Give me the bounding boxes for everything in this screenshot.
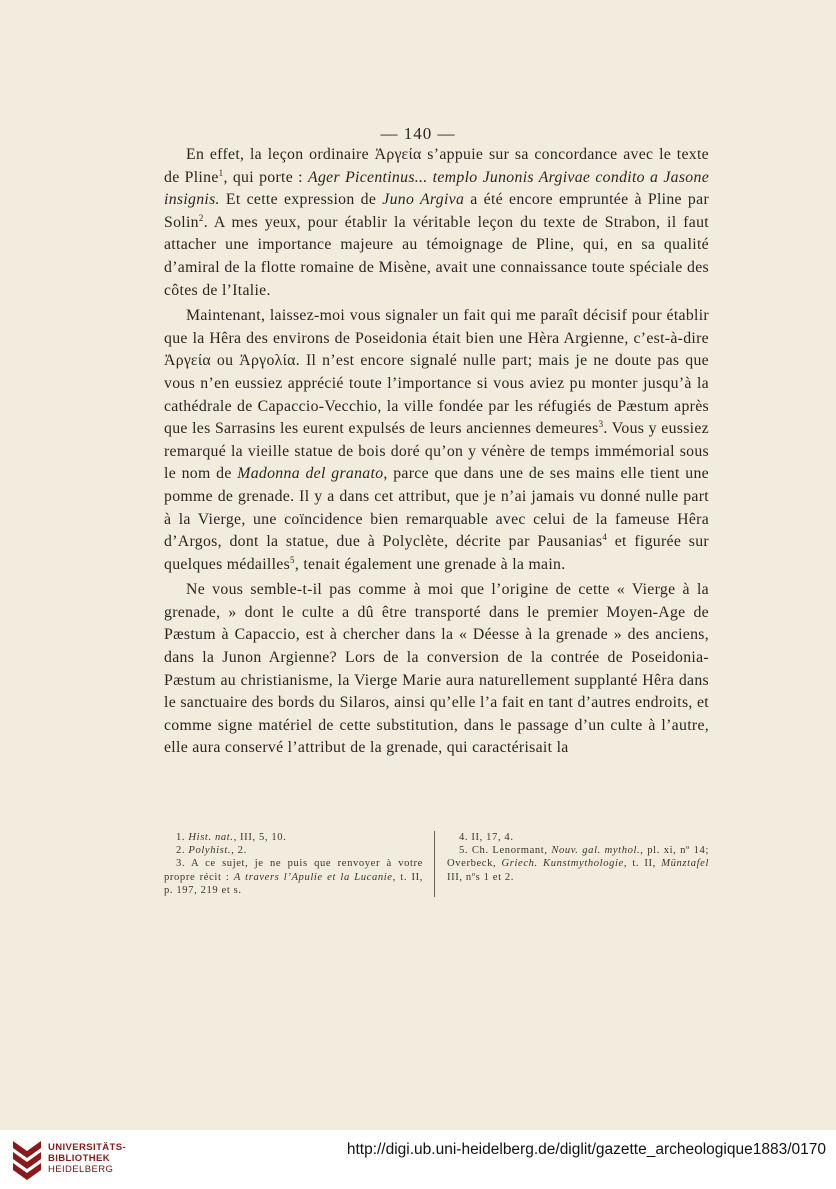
- footnote-2: 2. Polyhist., 2.: [176, 845, 247, 857]
- footnote-1: 1. Hist. nat., III, 5, 10.: [176, 832, 287, 843]
- greek-word: Ἀργεία: [164, 352, 211, 370]
- footnote-3: 3. A ce sujet, je ne puis que renvoyer à votre propre récit : A travers l’Apulie et la Lucanie, t. II, p. 197, 219 et s.: [164, 858, 423, 896]
- footnotes: [164, 831, 709, 897]
- paragraph-2: Maintenant, laissez-moi vous signaler un fait qui me paraît décisif pour établir que la Hêra des environs de Poseidonia était bien une Hèra Argienne, c’est-à-dire Ἀργεία ou Ἀργολία. Il n’est encore signalé nulle part; mais je ne doute pas que vous n’en eussiez apprécié toute l’importance si vous aviez pu monter jusqu’à la cathédrale de Capaccio-Vecchio, la ville fondée par les réfugiés de Pæstum après que les Sarrasins les eurent expulsés de leurs anciennes demeures$^3$. Vous y eussiez remarqué la vieille statue de bois doré qu’on y vénère de temps immémorial sous le nom de Madonna del granato, parce que dans une de ses mains elle tient une pomme de grenade. Il y a dans cet attribut, que je n’ai jamais vu donné nulle part à la Vierge, une coïncidence bien remarquable avec celui de la fameuse Hêra d’Argos, dont la statue, due à Polyclète, décrite par Pausanias$^4$ et figurée sur quelques médailles$^5$, tenait également une grenade à la main.: [164, 307, 709, 573]
- greek-word: Ἀργολία: [239, 352, 296, 370]
- library-logo-icon: [10, 1138, 44, 1180]
- library-name: UNIVERSITÄTS- BIBLIOTHEK HEIDELBERG: [48, 1142, 127, 1175]
- paragraph-3: Ne vous semble-t-il pas comme à moi que l’origine de cette « Vierge à la grenade, » dont le culte a dû être transporté dans le premier Moyen-Age de Pæstum à Capaccio, est à chercher dans la « Déesse à la grenade » des anciens, dans la Junon Argienne? Lors de la conversion de la contrée de Poseidonia-Pæstum au christianisme, la Vierge Marie aura naturellement supplanté Hêra dans le sanctuaire des bords du Silaros, ainsi qu’elle l’a fait en tant d’autres endroits, et comme signe matériel de cette substitution, dans le passage d’un culte à l’autre, elle aura conservé l’attribut de la grenade, qui caractérisait la: [164, 581, 709, 757]
- juno-argiva: Juno Argiva: [382, 191, 465, 209]
- footnotes-right-column: [434, 831, 709, 897]
- footnote-ref-2: 2: [198, 212, 204, 223]
- page-number: — 140 —: [380, 124, 456, 143]
- latin-quote: Ager Picentinus... templo Junonis Argivae condito a Jasone insignis.: [164, 168, 710, 209]
- footnotes-left-column: [164, 831, 423, 897]
- paragraph-1: En effet, la leçon ordinaire Ἀργεία s’appuie sur sa concordance avec le texte de Pline$^1$, qui porte : Ager Picentinus... templo Junonis Argivae condito a Jasone insignis. Et cette expression de Juno Argiva a été encore empruntée à Pline par Solin$^2$. A mes yeux, pour établir la véritable leçon du texte de Strabon, il faut attacher une importance majeure au témoignage de Pline, qui, en sa qualité d’amiral de la flotte romaine de Misène, avait une connaissance toute spéciale des côtes de l’Italie.: [164, 146, 710, 299]
- footnote-4: 4. II, 17, 4.: [459, 832, 514, 843]
- body-text: [164, 144, 709, 760]
- footnote-ref-3: 3: [598, 419, 604, 430]
- source-url-link[interactable]: http://digi.ub.uni-heidelberg.de/diglit/gazette_archeologique1883/0170: [346, 1141, 826, 1158]
- footnote-ref-1: 1: [218, 167, 224, 178]
- library-footer: [0, 1130, 836, 1189]
- footnote-5: 5. Ch. Lenormant, Nouv. gal. mythol., pl. xi, nº 14; Overbeck, Griech. Kunstmythologie, t. II, Münztafel III, nºs 1 et 2.: [447, 845, 709, 883]
- greek-word: Ἀργεία: [374, 146, 422, 163]
- footnote-ref-5: 5: [290, 554, 295, 565]
- madonna-title: Madonna del granato: [237, 465, 384, 483]
- footnote-ref-4: 4: [602, 532, 608, 543]
